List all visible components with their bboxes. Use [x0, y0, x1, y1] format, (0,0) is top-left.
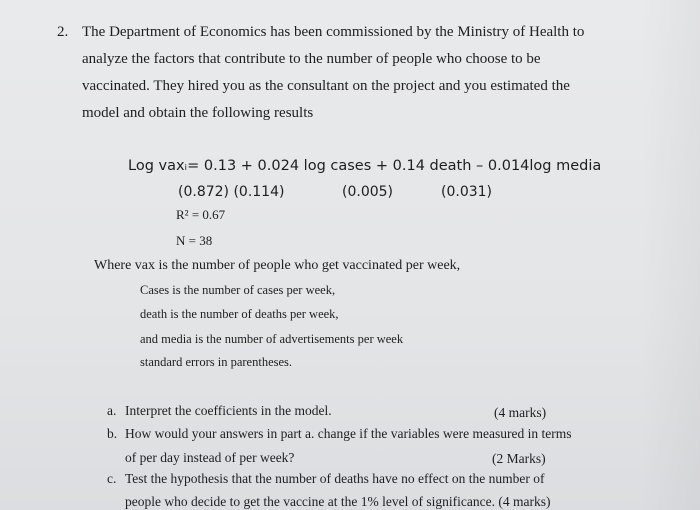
part-b-text-2: of per day instead of per week? — [125, 450, 295, 465]
definition-media: and media is the number of advertisements per week — [140, 332, 404, 346]
standard-errors-2: (0.005) — [342, 184, 394, 200]
question-number: 2. — [57, 24, 69, 40]
definitions-lead: Where vax is the number of people who get vaccinated per week, — [94, 258, 461, 273]
part-c-text-1: Test the hypothesis that the number of deaths have no effect on the number of — [125, 471, 545, 486]
r-squared: R² = 0.67 — [176, 207, 226, 222]
part-c-text-2: people who decide to get the vaccine at the 1% level of significance. (4 marks) — [125, 494, 551, 509]
definition-standard-errors: standard errors in parentheses. — [140, 355, 293, 369]
standard-errors-1: (0.872) (0.114) — [178, 184, 285, 200]
standard-errors-3: (0.031) — [441, 184, 493, 200]
definition-cases: Cases is the number of cases per week, — [140, 283, 336, 297]
intro-line-2: analyze the factors that contribute to the number of people who choose to be — [82, 51, 541, 67]
part-c-label: c. — [107, 471, 117, 486]
part-a-text: Interpret the coefficients in the model. — [125, 403, 332, 418]
definition-death: death is the number of deaths per week, — [140, 307, 339, 321]
sample-size: N = 38 — [176, 233, 213, 248]
part-b-text-1: How would your answers in part a. change if the variables were measured in terms — [125, 426, 572, 441]
part-a-marks: (4 marks) — [494, 405, 547, 420]
intro-line-3: vaccinated. They hired you as the consultant on the project and you estimated the — [82, 78, 570, 94]
regression-equation: Log vaxᵢ= 0.13 + 0.024 log cases + 0.14 death – 0.014log media — [128, 158, 602, 174]
part-b-marks: (2 Marks) — [492, 451, 546, 466]
part-b-label: b. — [107, 426, 118, 441]
intro-line-1: The Department of Economics has been commissioned by the Ministry of Health to — [82, 24, 585, 40]
page-shadow — [640, 0, 700, 510]
part-a-label: a. — [107, 403, 117, 418]
intro-line-4: model and obtain the following results — [82, 105, 314, 121]
